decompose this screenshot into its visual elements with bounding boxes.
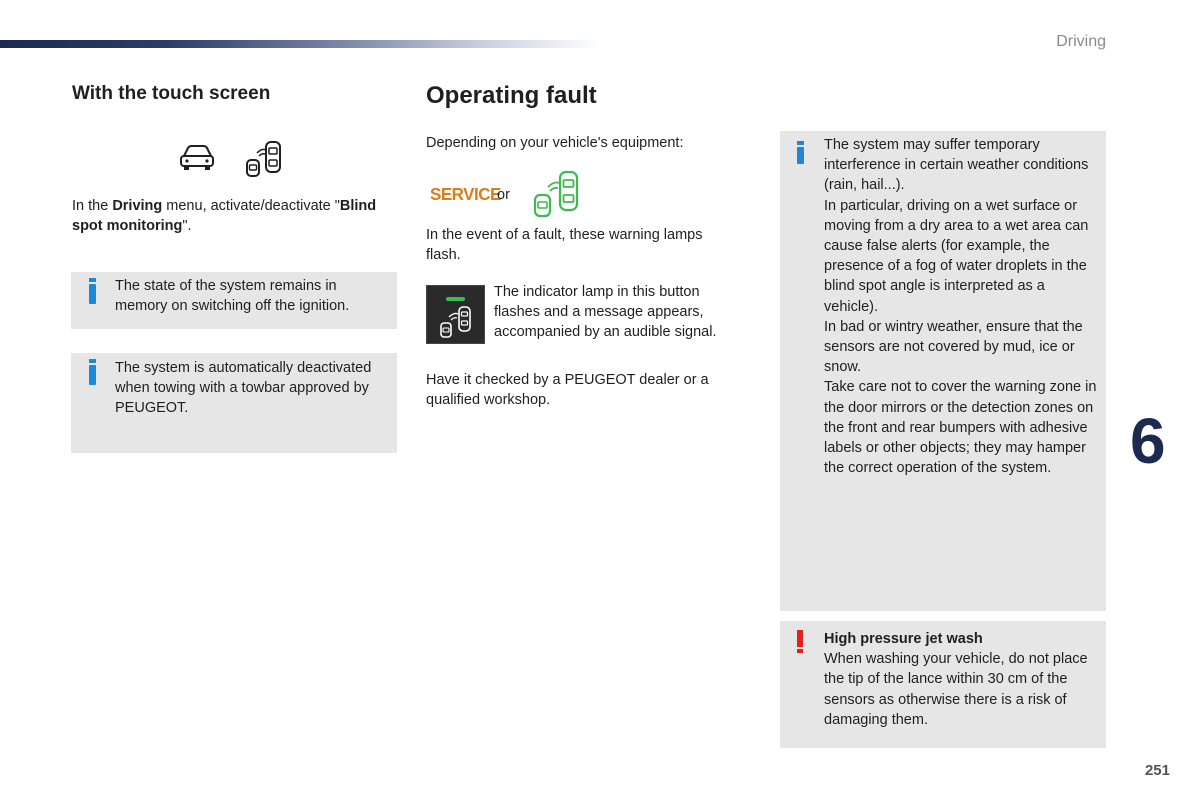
blind-spot-warning-icon (532, 170, 582, 223)
car-icon (178, 142, 216, 177)
blind-spot-button-icon (426, 285, 485, 344)
info-icon (89, 365, 96, 385)
section-title: Driving (1056, 33, 1106, 50)
info-icon (89, 284, 96, 304)
indicator-lamp (446, 297, 465, 301)
info-line-4: Take care not to cover the warning zone in the door mirrors or the detection zones on the front and rear bumpers with adhesive labels or other objects; they may hamper the correct operation of the system. (824, 379, 1097, 477)
touch-screen-instruction: In the Driving menu, activate/deactivate "Blind spot monitoring". (72, 198, 377, 235)
blind-spot-icon (244, 140, 284, 183)
info-line-3: In bad or wintry weather, ensure that the sensors are not covered by mud, ice or snow. (824, 318, 1083, 376)
info-text-memory: The state of the system remains in memory on switching off the ignition. (115, 278, 350, 315)
info-box-interference (780, 131, 1106, 611)
header-gradient-bar (0, 40, 600, 48)
info-line-1: The system may suffer temporary interference in certain weather conditions (rain, hail...). (824, 137, 1089, 194)
warning-text: When washing your vehicle, do not place the tip of the lance within 30 cm of the sensors as otherwise there is a risk of damaging them. (824, 651, 1088, 728)
warning-icon (797, 630, 803, 647)
chapter-number: 6 (1130, 405, 1166, 477)
indicator-lamp-text: The indicator lamp in this button flashes and a message appears, accompanied by an audible signal. (494, 284, 717, 341)
info-box-memory (71, 272, 397, 329)
warning-title: High pressure jet wash (824, 631, 983, 647)
page-number: 251 (1144, 762, 1170, 779)
info-icon (797, 147, 804, 164)
heading-touch-screen: With the touch screen (72, 83, 271, 104)
heading-operating-fault: Operating fault (426, 82, 597, 109)
info-text-towing: The system is automatically deactivated when towing with a towbar approved by PEUGEOT. (115, 360, 372, 417)
info-text-interference (824, 135, 1100, 478)
equipment-text: Depending on your vehicle's equipment: (426, 135, 684, 151)
dealer-check-text: Have it checked by a PEUGEOT dealer or a qualified workshop. (426, 372, 709, 409)
warning-box-jet-wash (780, 621, 1106, 748)
or-text: or (497, 187, 510, 203)
info-box-towing (71, 353, 397, 453)
warning-content (824, 629, 1096, 730)
service-warning-icon: SERVICE (430, 184, 501, 205)
fault-lamps-text: In the event of a fault, these warning lamps flash. (426, 227, 703, 264)
info-line-2: In particular, driving on a wet surface or moving from a dry area to a wet area can cause false alerts (for example, the presence of a fog of water droplets in the blind spot angle is interpreted as a vehicle). (824, 197, 1089, 315)
